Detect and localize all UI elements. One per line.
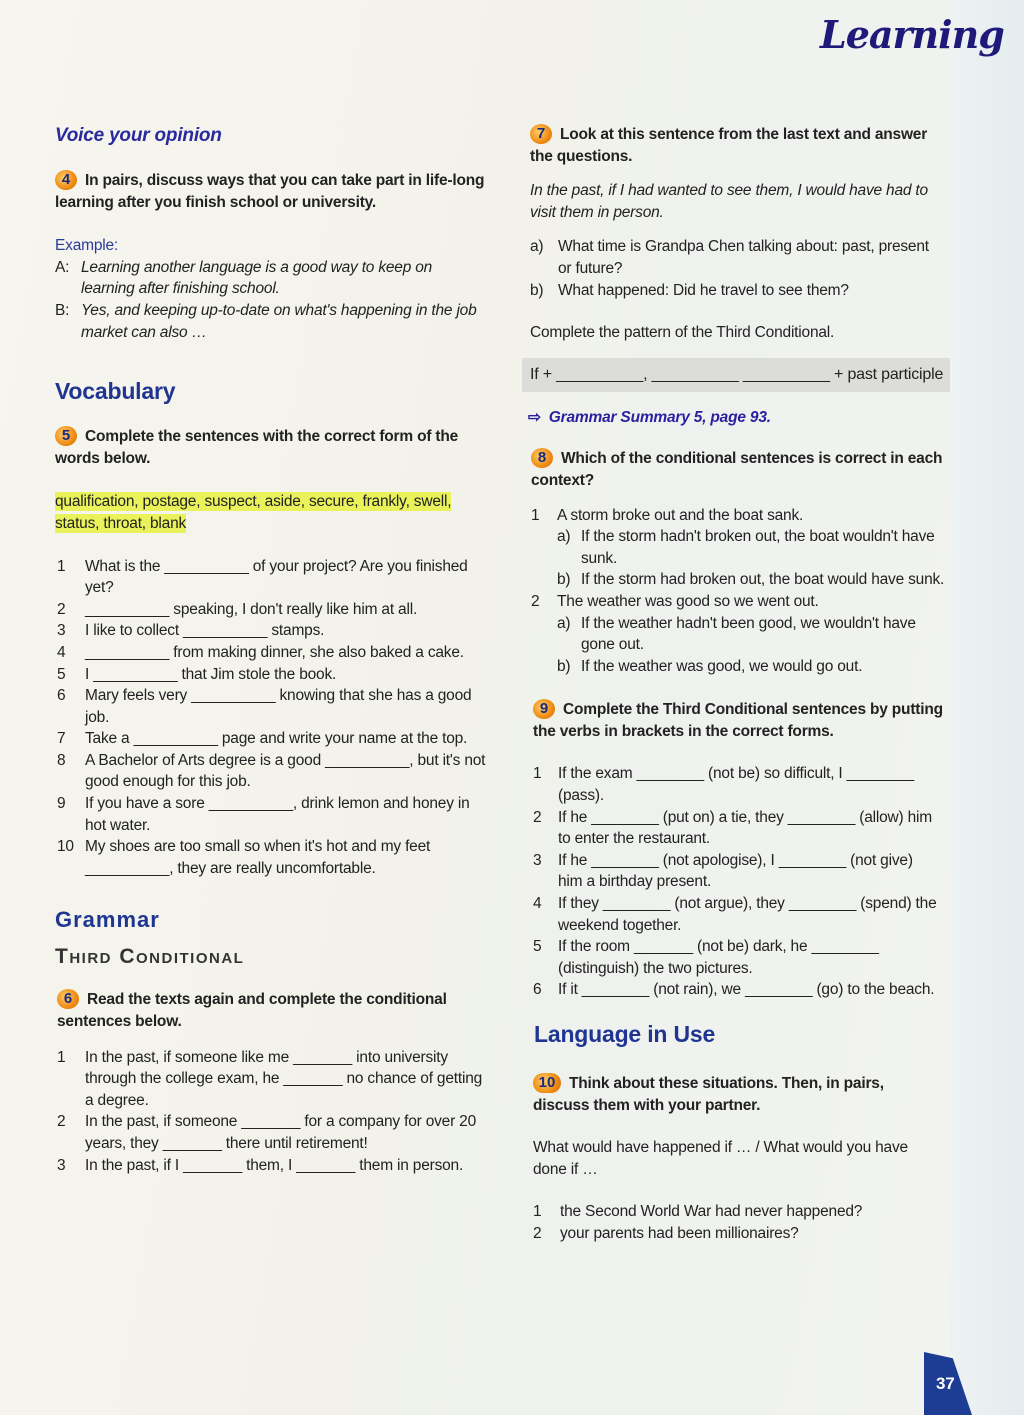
exercise-number-badge: 4 <box>55 170 77 190</box>
exercise-10-instruction: Think about these situations. Then, in pairs, discuss them with your partner. <box>533 1075 884 1114</box>
list-item <box>533 1201 943 1223</box>
item-number: b) <box>530 281 544 299</box>
exercise-4-instruction: In pairs, discuss ways that you can take part in life-long learning after you finish school or university. <box>55 172 485 211</box>
item-number: 1 <box>57 557 66 575</box>
exercise-number-badge: 8 <box>531 448 553 468</box>
arrow-right-icon: ⇨ <box>528 408 541 426</box>
list-item <box>533 807 938 850</box>
option-text: If the storm had broken out, the boat would have sunk. <box>581 571 945 589</box>
item-number: 6 <box>57 687 66 705</box>
list-item <box>57 836 492 879</box>
list-item <box>533 936 938 979</box>
quoted-sentence: In the past, if I had wanted to see them, I would have had to visit them in person. <box>530 182 928 221</box>
item-text: What time is Grandpa Chen talking about: past, present or future? <box>558 238 929 277</box>
list-item <box>57 685 492 728</box>
item-number: 4 <box>57 643 66 661</box>
item-text: I like to collect __________ stamps. <box>85 622 325 640</box>
option-item <box>531 613 949 656</box>
exercise-7 <box>530 124 950 167</box>
unit-title: Learning <box>820 12 1004 57</box>
speaker-a: A: <box>55 258 70 276</box>
item-number: 2 <box>533 1224 542 1242</box>
item-number: 3 <box>57 622 66 640</box>
language-in-use-heading: Language in Use <box>534 1021 716 1047</box>
item-number: 2 <box>531 592 540 610</box>
list-item <box>57 556 492 599</box>
item-number: 3 <box>57 1156 66 1174</box>
exercise-5-instruction: Complete the sentences with the correct form of the words below. <box>55 428 459 467</box>
item-text: If the exam ________ (not be) so difficult, I ________ (pass). <box>558 765 915 805</box>
item-number: 7 <box>57 730 66 748</box>
list-item <box>57 1155 487 1177</box>
exercise-4 <box>55 170 495 213</box>
exercise-7-instruction: Look at this sentence from the last text and answer the questions. <box>530 126 928 165</box>
exercise-number-badge: 10 <box>533 1073 561 1093</box>
list-item <box>57 599 492 621</box>
item-text: The weather was good so we went out. <box>557 592 819 610</box>
item-text: If he ________ (put on) a tie, they ________ (allow) him to enter the restaurant. <box>558 808 932 848</box>
item-number: 4 <box>533 895 542 913</box>
item-text: What happened: Did he travel to see them? <box>558 281 849 299</box>
item-text: Take a __________ page and write your name at the top. <box>85 730 468 748</box>
item-number: 8 <box>57 751 66 769</box>
list-item <box>530 280 940 302</box>
list-item <box>57 750 492 793</box>
grammar-list <box>57 1047 487 1177</box>
item-text: If he ________ (not apologise), I ________ (not give) him a birthday present. <box>558 851 913 891</box>
list-item <box>530 236 940 279</box>
discussion-prompt: What would have happened if … / What would you have done if … <box>533 1139 908 1178</box>
situations-list <box>533 1201 943 1244</box>
list-item <box>57 620 492 642</box>
list-item <box>533 850 938 893</box>
item-number: 2 <box>57 1113 66 1131</box>
item-text: If the room _______ (not be) dark, he ________ (distinguish) the two pictures. <box>558 938 879 977</box>
item-number: 1 <box>533 765 542 783</box>
exercise-9-instruction: Complete the Third Conditional sentences by putting the verbs in brackets in the correct forms. <box>533 701 943 740</box>
exercise-number-badge: 9 <box>533 699 555 719</box>
exercise-5 <box>55 426 485 469</box>
exercise-6-instruction: Read the texts again and complete the conditional sentences below. <box>57 991 447 1031</box>
item-number: 2 <box>533 808 542 826</box>
right-column <box>530 124 955 1245</box>
item-number: 5 <box>533 938 542 956</box>
exercise-number-badge: 5 <box>55 426 77 446</box>
grammar-summary-text: Grammar Summary 5, page 93. <box>548 408 771 426</box>
page-number: 37 <box>936 1374 955 1393</box>
exercise-10 <box>533 1073 933 1116</box>
item-number: 3 <box>533 851 542 869</box>
exercise-7-questions <box>530 236 940 301</box>
exercise-9-list <box>533 763 938 1001</box>
speaker-b: B: <box>55 301 70 319</box>
item-text: In the past, if someone like me _______ into university through the college exam, he _______ no chance of getting a degree. <box>85 1048 483 1109</box>
list-item <box>533 893 938 936</box>
list-item <box>57 642 492 664</box>
item-text: If they ________ (not argue), they ________ (spend) the weekend together. <box>558 895 937 934</box>
exercise-number-badge: 6 <box>57 989 79 1009</box>
example-label: Example: <box>55 237 119 255</box>
item-number: 1 <box>533 1203 542 1221</box>
grammar-summary-link[interactable] <box>528 407 955 429</box>
item-text: My shoes are too small so when it's hot and my feet __________, they are really uncomfortable. <box>85 838 431 877</box>
list-item <box>533 1223 943 1245</box>
item-text: I __________ that Jim stole the book. <box>85 665 337 683</box>
item-text: If it ________ (not rain), we ________ (go) to the beach. <box>558 981 935 999</box>
vocabulary-heading: Vocabulary <box>55 378 176 405</box>
item-number: 1 <box>57 1048 66 1066</box>
word-bank <box>55 491 485 534</box>
exercise-6 <box>57 989 492 1032</box>
option-letter: a) <box>557 528 571 546</box>
item-text: What is the __________ of your project? Are you finished yet? <box>85 557 468 597</box>
left-column <box>55 125 495 1176</box>
list-item <box>57 1111 487 1154</box>
list-item <box>57 664 492 686</box>
option-item <box>531 656 949 678</box>
option-item <box>531 526 949 569</box>
vocabulary-list <box>57 556 492 880</box>
list-item <box>531 591 949 613</box>
item-number: 6 <box>533 981 542 999</box>
item-text: In the past, if I _______ them, I _______ them in person. <box>85 1156 464 1174</box>
speaker-a-line: Learning another language is a good way to keep on learning after finishing school. <box>81 258 433 298</box>
option-text: If the weather was good, we would go out. <box>581 657 863 675</box>
item-text: __________ from making dinner, she also baked a cake. <box>85 643 464 661</box>
list-item <box>533 763 938 806</box>
page-edge-shade <box>950 0 1024 1415</box>
word-bank-words: qualification, postage, suspect, aside, secure, frankly, swell, status, throat, blank <box>55 493 452 532</box>
pattern-formula: If + __________, __________ __________ + past participle <box>530 365 944 383</box>
pattern-box <box>522 358 950 392</box>
option-text: If the weather hadn't been good, we wouldn't have gone out. <box>581 614 916 654</box>
item-number: 5 <box>57 665 66 683</box>
option-item <box>531 569 949 591</box>
item-text: A Bachelor of Arts degree is a good __________, but it's not good enough for this job. <box>85 751 486 791</box>
exercise-number-badge: 7 <box>530 124 552 144</box>
item-number: a) <box>530 238 544 256</box>
option-letter: a) <box>557 614 571 632</box>
item-number: 1 <box>531 506 540 524</box>
list-item <box>533 979 938 1001</box>
list-item <box>57 1047 487 1112</box>
example-dialogue <box>55 235 485 343</box>
exercise-8 <box>531 448 951 491</box>
option-text: If the storm hadn't broken out, the boat wouldn't have sunk. <box>581 528 935 567</box>
option-letter: b) <box>557 571 571 589</box>
exercise-9 <box>533 699 953 742</box>
list-item <box>57 793 492 836</box>
exercise-8-instruction: Which of the conditional sentences is correct in each context? <box>531 450 943 489</box>
exercise-8-list <box>531 505 949 678</box>
grammar-heading: Grammar <box>55 907 160 933</box>
option-letter: b) <box>557 657 571 675</box>
item-number: 10 <box>57 838 74 856</box>
item-number: 9 <box>57 795 66 813</box>
voice-your-opinion-heading: Voice your opinion <box>55 125 222 146</box>
item-text: the Second World War had never happened? <box>560 1203 863 1221</box>
item-text: your parents had been millionaires? <box>560 1224 799 1242</box>
third-conditional-heading: Third Conditional <box>55 945 245 969</box>
item-text: If you have a sore __________, drink lemon and honey in hot water. <box>85 795 470 834</box>
pattern-instruction: Complete the pattern of the Third Conditional. <box>530 324 835 342</box>
item-number: 2 <box>57 600 66 618</box>
speaker-b-line: Yes, and keeping up-to-date on what's happening in the job market can also … <box>81 301 477 341</box>
item-text: __________ speaking, I don't really like him at all. <box>85 600 418 618</box>
list-item <box>57 728 492 750</box>
item-text: In the past, if someone _______ for a company for over 20 years, they _______ there until retirement! <box>85 1113 476 1152</box>
list-item <box>531 505 949 527</box>
item-text: A storm broke out and the boat sank. <box>557 506 804 524</box>
item-text: Mary feels very __________ knowing that she has a good job. <box>85 687 472 726</box>
